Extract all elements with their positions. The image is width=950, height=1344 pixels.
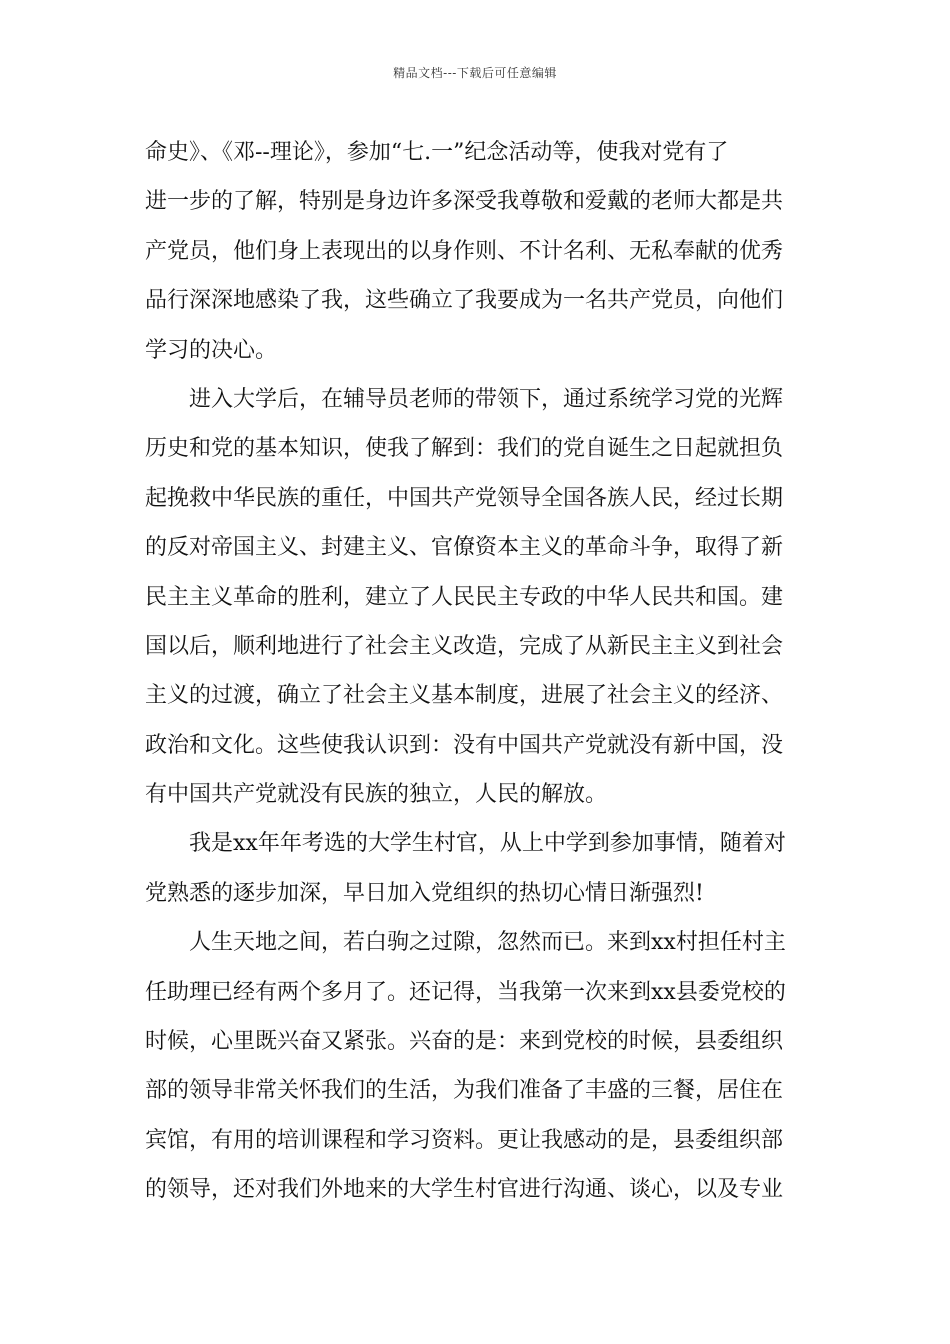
text-line: 政治和文化。这些使我认识到：没有中国共产党就没有新中国，没 xyxy=(145,732,784,758)
text-line: 起挽救中华民族的重任，中国共产党领导全国各族人民，经过长期 xyxy=(145,485,784,511)
page-header: 精品文档---下载后可任意编辑 xyxy=(393,66,557,80)
text-line: 任助理已经有两个多月了。还记得，当我第一次来到xx县委党校的 xyxy=(145,979,786,1005)
document-body xyxy=(145,128,805,1215)
paragraph xyxy=(145,128,805,375)
text-line: 产党员，他们身上表现出的以身作则、不计名利、无私奉献的优秀 xyxy=(145,238,784,264)
text-line: 时候，心里既兴奋又紧张。兴奋的是：来到党校的时候，县委组织 xyxy=(145,1029,784,1055)
text-line: 进入大学后，在辅导员老师的带领下，通过系统学习党的光辉 xyxy=(189,386,784,412)
text-line: 的反对帝国主义、封建主义、官僚资本主义的革命斗争，取得了新 xyxy=(145,535,784,561)
text-line: 的领导，还对我们外地来的大学生村官进行沟通、谈心，以及专业 xyxy=(145,1177,784,1203)
text-line: 部的领导非常关怀我们的生活，为我们准备了丰盛的三餐，居住在 xyxy=(145,1078,784,1104)
paragraph xyxy=(145,918,805,1214)
text-line: 进一步的了解，特别是身边许多深受我尊敬和爱戴的老师大都是共 xyxy=(145,189,784,215)
text-line: 党熟悉的逐步加深，早日加入党组织的热切心情日渐强烈! xyxy=(145,880,704,906)
text-line: 民主主义革命的胜利，建立了人民民主专政的中华人民共和国。建 xyxy=(145,584,784,610)
text-line: 主义的过渡，确立了社会主义基本制度，进展了社会主义的经济、 xyxy=(145,683,784,709)
text-line: 学习的决心。 xyxy=(145,337,278,363)
paragraph xyxy=(145,375,805,820)
text-line: 人生天地之间，若白驹之过隙，忽然而已。来到xx村担任村主 xyxy=(189,930,786,956)
text-line: 宾馆，有用的培训课程和学习资料。更让我感动的是，县委组织部 xyxy=(145,1127,784,1153)
text-line: 有中国共产党就没有民族的独立，人民的解放。 xyxy=(145,782,608,808)
text-line: 我是xx年年考选的大学生村官，从上中学到参加事情，随着对 xyxy=(189,831,786,857)
text-line: 历史和党的基本知识，使我了解到：我们的党自诞生之日起就担负 xyxy=(145,436,784,462)
paragraph xyxy=(145,819,805,918)
text-line: 国以后，顺利地进行了社会主义改造，完成了从新民主主义到社会 xyxy=(145,633,784,659)
text-line: 品行深深地感染了我，这些确立了我要成为一名共产党员，向他们 xyxy=(145,288,784,314)
text-line: 命史》、《邓--理论》，参加“七.一”纪念活动等，使我对党有了 xyxy=(145,140,729,165)
